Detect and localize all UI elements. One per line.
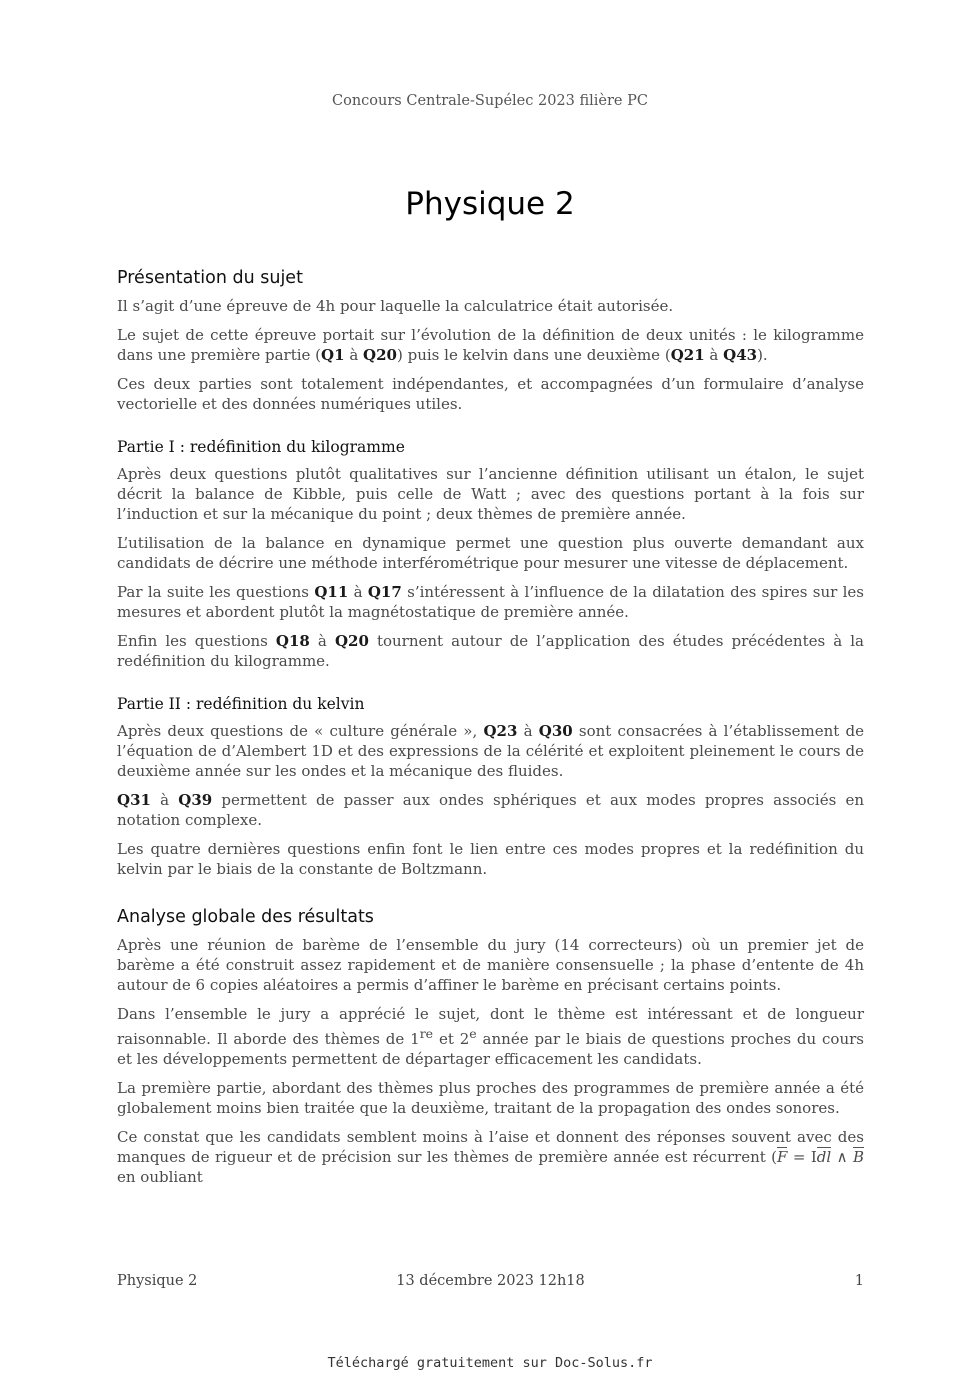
paragraph: Le sujet de cette épreuve portait sur l’évolution de la définition de deux unités : le kilogramme dans une première partie (Q1 à Q20) puis le kelvin dans une deuxième (Q21 à Q43). (117, 326, 864, 364)
paragraph: Il s’agit d’une épreuve de 4h pour laquelle la calculatrice était autorisée. (117, 297, 674, 315)
vector-dl: dl (816, 1148, 832, 1166)
paragraph: Q31 à Q39 permettent de passer aux ondes sphériques et aux modes propres associés en notation complexe. (117, 791, 865, 829)
footer-left: Physique 2 (117, 1273, 198, 1289)
paragraph: Après une réunion de barème de l’ensemble du jury (14 correcteurs) où un premier jet de barème a été construit assez rapidement et de manière consensuelle ; la phase d’entente de 4h autour de 6 copies aléatoires a permis d’affiner le barème en précisant certains points. (117, 936, 864, 994)
section-heading-presentation: Présentation du sujet (117, 268, 303, 288)
page-number: 1 (854, 1273, 864, 1289)
paragraph: La première partie, abordant des thèmes plus proches des programmes de première année a été globalement moins bien traitée que la deuxième, traitant de la propagation des ondes sonores. (117, 1079, 864, 1117)
paragraph: Par la suite les questions Q11 à Q17 s’intéressent à l’influence de la dilatation des spires sur les mesures et abordent plutôt la magnétostatique de première année. (117, 583, 864, 621)
paragraph: Dans l’ensemble le jury a apprécié le sujet, dont le thème est intéressant et de longueur raisonnable. Il aborde des thèmes de 1re et 2e année par le biais de questions proches du cours et les développements permettent de départager efficacement les candidats. (117, 1005, 864, 1068)
section-heading-analyse: Analyse globale des résultats (117, 907, 374, 927)
paragraph: L’utilisation de la balance en dynamique permet une question plus ouverte demandant aux candidats de décrire une méthode interférométrique pour mesurer une vitesse de déplacement. (117, 534, 864, 572)
subsection-heading-partie-1: Partie I : redéfinition du kilogramme (117, 438, 405, 456)
paragraph: Les quatre dernières questions enfin font le lien entre ces modes propres et la redéfinition du kelvin par le biais de la constante de Boltzmann. (117, 840, 864, 878)
paragraph: Ces deux parties sont totalement indépendantes, et accompagnées d’un formulaire d’analyse vectorielle et des données numériques utiles. (117, 375, 864, 413)
paragraph: Ce constat que les candidats semblent moins à l’aise et donnent des réponses souvent avec des manques de rigueur et de précision sur les thèmes de première année est récurrent (F = Idl ∧ B en oubliant (117, 1128, 864, 1186)
main-content (117, 268, 864, 1196)
paragraph: Après deux questions de « culture générale », Q23 à Q30 sont consacrées à l’établissement de l’équation de d’Alembert 1D et des expressions de la célérité et exploitent pleinement le cours de deuxième année sur les ondes et la mécanique des fluides. (117, 722, 864, 780)
download-notice: Téléchargé gratuitement sur Doc-Solus.fr (327, 1355, 653, 1371)
subsection-heading-partie-2: Partie II : redéfinition du kelvin (117, 695, 365, 713)
page-title: Physique 2 (405, 186, 575, 222)
page-header: Concours Centrale-Supélec 2023 filière PC (332, 93, 648, 109)
vector-B: B (852, 1148, 864, 1166)
footer-date: 13 décembre 2023 12h18 (396, 1273, 585, 1289)
paragraph: Enfin les questions Q18 à Q20 tournent autour de l’application des études précédentes à la redéfinition du kilogramme. (117, 632, 864, 670)
vector-F: F (777, 1148, 788, 1166)
paragraph: Après deux questions plutôt qualitatives sur l’ancienne définition utilisant un étalon, le sujet décrit la balance de Kibble, puis celle de Watt ; avec des questions portant à la fois sur l’induction et sur la mécanique du point ; deux thèmes de première année. (117, 465, 864, 523)
